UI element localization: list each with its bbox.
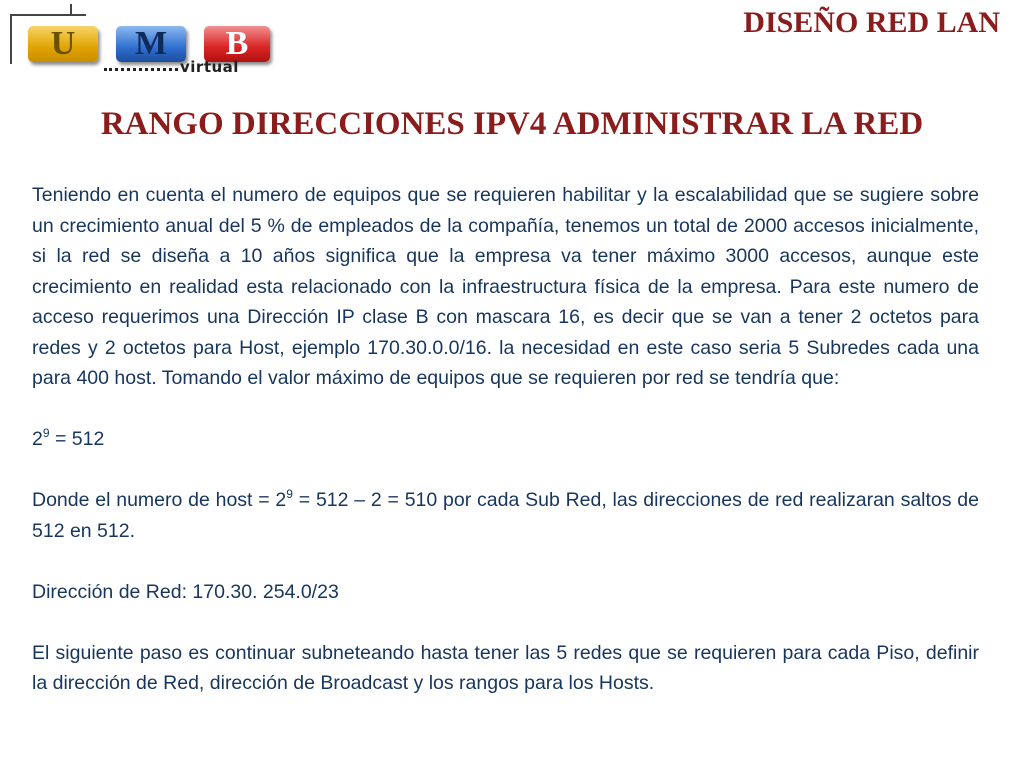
logo-dotted-line [104,68,178,71]
header-title: DISEÑO RED LAN [743,6,1000,39]
logo-letter-b: B [204,26,270,62]
intro-paragraph: Teniendo en cuenta el numero de equipos que se requieren habilitar y la escalabilidad que se sugiere sobre un crecimiento anual del 5 % de empleados de la compañía, tenemos un total de 2000 accesos inicialmente, si la red se diseña a 10 años significa que la empresa va tener máximo 3000 accesos, aunque este crecimiento en realidad esta relacionado con la infraestructura física de la empresa. Para este numero de acceso requerimos una Dirección IP clase B con mascara 16, es decir que se van a tener 2 octetos para redes y 2 octetos para Host, ejemplo 170.30.0.0/16. la necesidad en este caso seria 5 Subredes cada una para 400 host. Tomando el valor máximo de equipos que se requieren por red se tendría que: [32,184,979,389]
power-formula [32,424,979,455]
next-step-paragraph: El siguiente paso es continuar subneteando hasta tener las 5 redes que se requieren para cada Piso, definir la dirección de Red, dirección de Broadcast y los rangos para los Hosts. [32,641,979,694]
host-calc-exponent: 9 [286,487,293,501]
host-calculation-paragraph [32,485,979,546]
logo-subtitle: virtual [180,58,239,76]
umb-virtual-logo [8,4,278,76]
slide-body [32,180,979,699]
logo-letter-u: U [28,26,98,62]
logo-letter-m: M [116,26,186,62]
host-calc-before: Donde el numero de host = 2 [32,489,287,511]
formula-base: 2 [32,428,43,450]
host-calc-after: = 512 – 2 = 510 por cada Sub Red, las direcciones de red realizaran saltos de 512 en 512. [32,489,979,542]
formula-exponent: 9 [42,426,50,440]
network-address-line: Dirección de Red: 170.30. 254.0/23 [32,580,339,603]
slide-title: RANGO DIRECCIONES IPV4 ADMINISTRAR LA RED [100,106,924,142]
formula-result: = 512 [49,428,105,450]
